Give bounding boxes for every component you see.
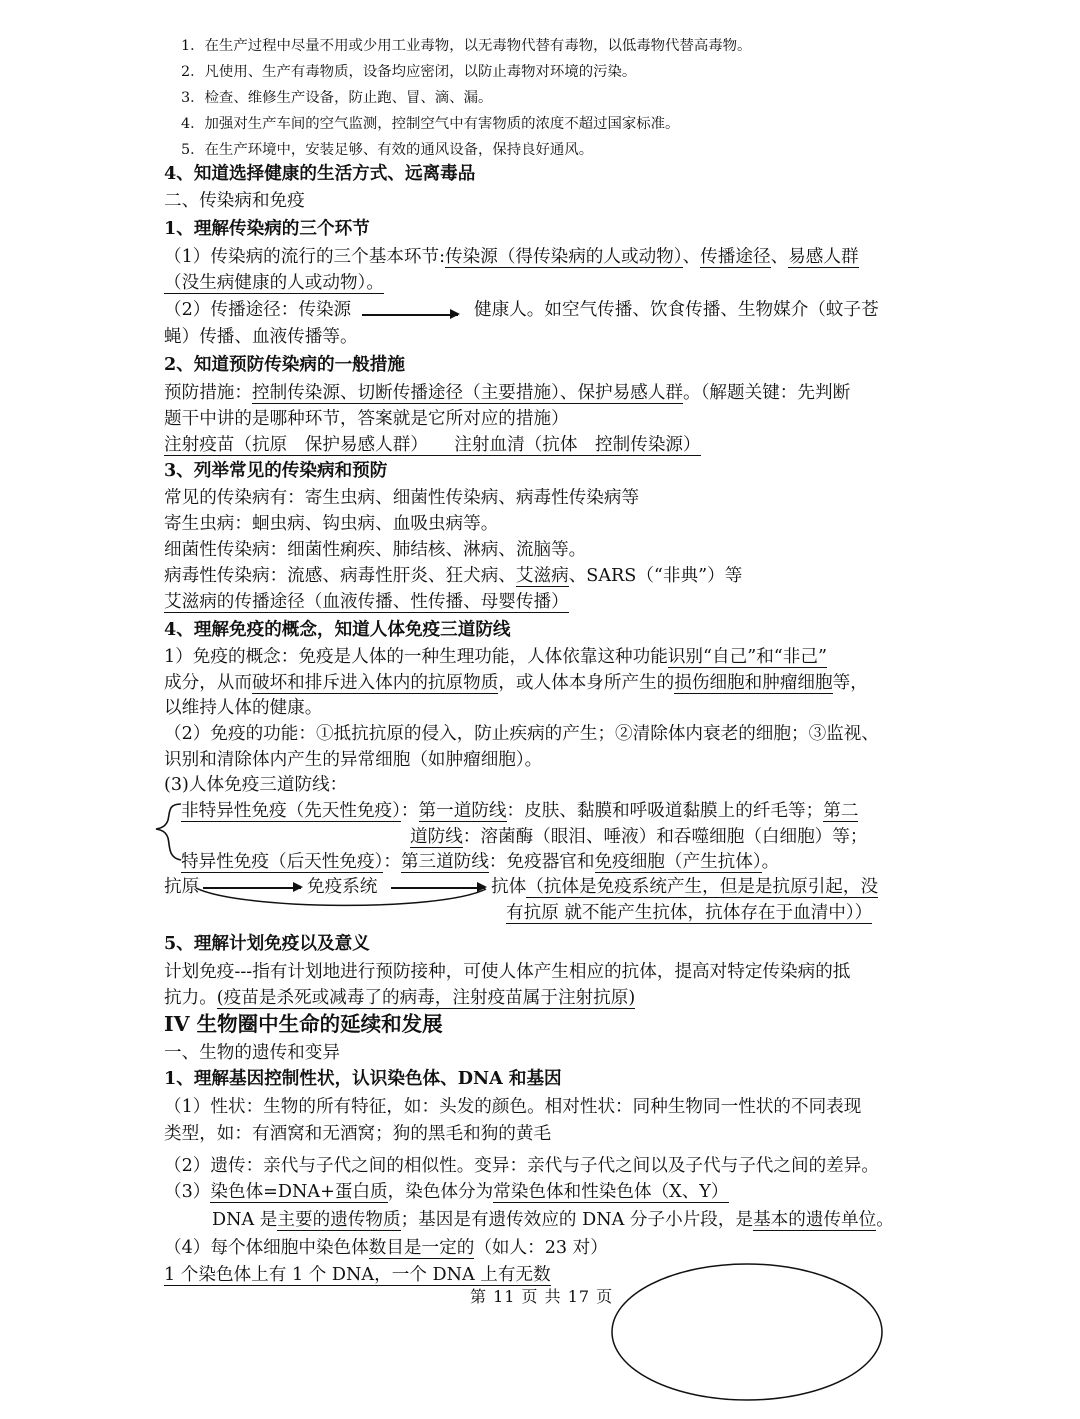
hand-drawn-ellipse (612, 1264, 882, 1400)
paragraph-line: 艾滋病的传播途径（血液传播、性传播、母婴传播） (164, 592, 569, 612)
paragraph-line: （4）每个体细胞中染色体数目是一定的（如人：23 对） (164, 1238, 608, 1258)
paragraph-line: 寄生虫病：蛔虫病、钩虫病、血吸虫病等。 (164, 514, 499, 534)
section-heading: 4、知道选择健康的生活方式、远离毒品 (164, 163, 476, 184)
paragraph-line: （没生病健康的人或动物）。 (164, 273, 384, 293)
paragraph-line: 识别和清除体内产生的异常细胞（如肿瘤细胞）。 (164, 750, 543, 770)
paragraph-line: DNA 是主要的遗传物质；基因是有遗传效应的 DNA 分子小片段，是基本的遗传单位。 (212, 1210, 894, 1230)
measure-item: 3．检查、维修生产设备，防止跑、冒、滴、漏。 (181, 90, 493, 106)
chapter-heading: IV 生物圈中生命的延续和发展 (164, 1012, 443, 1036)
section-heading: 2、知道预防传染病的一般措施 (164, 354, 405, 375)
paragraph-line: （1）性状：生物的所有特征，如：头发的颜色。相对性状：同种生物同一性状的不同表现 (164, 1097, 862, 1117)
paragraph-line: 细菌性传染病：细菌性痢疾、肺结核、淋病、流脑等。 (164, 540, 587, 560)
measure-item: 1．在生产过程中尽量不用或少用工业毒物，以无毒物代替有毒物，以低毒物代替高毒物。 (181, 38, 752, 54)
section-heading: 1、理解传染病的三个环节 (164, 218, 370, 239)
paragraph-line: 预防措施：控制传染源、切断传播途径（主要措施）、保护易感人群。（解题关键：先判断 (164, 383, 851, 403)
paragraph-line: （1）传染病的流行的三个基本环节:传染源（得传染病的人或动物）、传播途径、易感人群 (164, 247, 859, 267)
brace-icon (156, 804, 181, 860)
paragraph-line: 健康人。如空气传播、饮食传播、生物媒介（蚊子苍 (474, 300, 879, 320)
paragraph-line: 计划免疫---指有计划地进行预防接种，可使人体产生相应的抗体，提高对特定传染病的抵 (164, 962, 851, 982)
paragraph-line: 类型，如：有酒窝和无酒窝；狗的黑毛和狗的黄毛 (164, 1124, 552, 1144)
diagram-label: 免疫系统 (307, 877, 378, 897)
paragraph-line: （2）免疫的功能：①抵抗抗原的侵入，防止疾病的产生；②清除体内衰老的细胞；③监视、 (164, 724, 879, 744)
section-heading: 3、列举常见的传染病和预防 (164, 460, 388, 481)
paragraph-line: 以维持人体的健康。 (164, 698, 323, 718)
section-heading: 二、传染病和免疫 (164, 191, 305, 211)
paragraph-line: 1 个染色体上有 1 个 DNA，一个 DNA 上有无数 (164, 1265, 551, 1285)
diagram-label: 抗原 (164, 877, 200, 897)
measure-item: 2．凡使用、生产有毒物质，设备均应密闭，以防止毒物对环境的污染。 (181, 64, 637, 80)
paragraph-line: 注射疫苗（抗原 保护易感人群） 注射血清（抗体 控制传染源） (164, 435, 701, 455)
paragraph-line: (3)人体免疫三道防线： (164, 775, 348, 795)
section-heading: 一、生物的遗传和变异 (164, 1043, 340, 1063)
paragraph-line: 蝇）传播、血液传播等。 (164, 327, 358, 347)
paragraph-line: 题干中讲的是哪种环节，答案就是它所对应的措施） (164, 409, 569, 429)
paragraph-line: 常见的传染病有：寄生虫病、细菌性传染病、病毒性传染病等 (164, 488, 640, 508)
measure-item: 5．在生产环境中，安装足够、有效的通风设备，保持良好通风。 (181, 142, 594, 158)
paragraph-line: 特异性免疫（后天性免疫）：第三道防线：免疫器官和免疫细胞（产生抗体）。 (181, 852, 780, 872)
section-heading: 5、理解计划免疫以及意义 (164, 933, 370, 954)
paragraph-line: （2）遗传：亲代与子代之间的相似性。变异：亲代与子代之间以及子代与子代之间的差异。 (164, 1156, 879, 1176)
measure-item: 4．加强对生产车间的空气监测，控制空气中有害物质的浓度不超过国家标准。 (181, 116, 680, 132)
paragraph-line: 抗体（抗体是免疫系统产生，但是是抗原引起，没 (491, 877, 879, 897)
paragraph-line: 1）免疫的概念：免疫是人体的一种生理功能，人体依靠这种功能识别“自己”和“非己” (164, 647, 827, 667)
curved-arrow-icon (196, 888, 486, 905)
paragraph-line: 有抗原 就不能产生抗体，抗体存在于血清中）） (506, 903, 873, 923)
paragraph-line: 抗力。(疫苗是杀死或减毒了的病毒，注射疫苗属于注射抗原) (164, 988, 636, 1008)
paragraph-line: 病毒性传染病：流感、病毒性肝炎、狂犬病、艾滋病、SARS（“非典”）等 (164, 566, 743, 586)
paragraph-line: 非特异性免疫（先天性免疫）：第一道防线：皮肤、黏膜和呼吸道黏膜上的纤毛等；第二 (181, 801, 859, 821)
section-heading: 4、理解免疫的概念，知道人体免疫三道防线 (164, 619, 511, 640)
section-heading: 1、理解基因控制性状，认识染色体、DNA 和基因 (164, 1068, 562, 1089)
paragraph-line: （3）染色体=DNA+蛋白质，染色体分为常染色体和性染色体（X、Y） (164, 1182, 729, 1202)
paragraph-line: 成分，从而破坏和排斥进入体内的抗原物质，或人体本身所产生的损伤细胞和肿瘤细胞等， (164, 673, 868, 693)
paragraph-line: 道防线：溶菌酶（眼泪、唾液）和吞噬细胞（白细胞）等； (410, 827, 868, 847)
paragraph-line: （2）传播途径：传染源 (164, 300, 352, 320)
page-footer: 第 11 页 共 17 页 (470, 1287, 614, 1306)
